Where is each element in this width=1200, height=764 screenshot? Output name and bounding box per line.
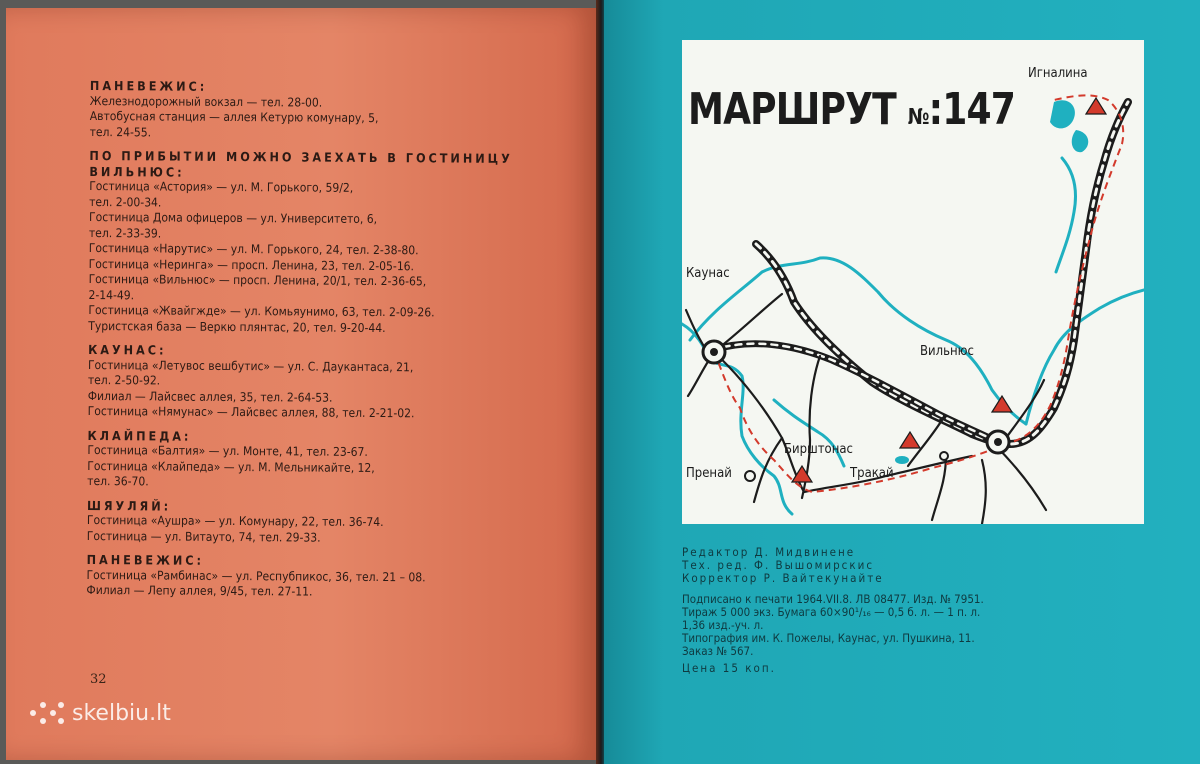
imprint-run: Тираж 5 000 экз. Бумага 60×90¹/₁₆ — 0,5 б. л. — 1 п. л. (682, 605, 981, 619)
imprint-signed: Подписано к печати 1964.VII.8. ЛВ 08477. Изд. № 7951. (682, 592, 984, 606)
map-title: МАРШРУТ №:147 (688, 84, 1016, 135)
directory-line: тел. 2-50-92. (87, 372, 161, 388)
directory-line: тел. 2-33-39. (88, 225, 162, 241)
route-line (714, 95, 1123, 492)
directory-section (88, 342, 549, 423)
section-heading: КАУНАС: (88, 341, 167, 358)
imprint-price: Цена 15 коп. (682, 661, 776, 675)
directory-line: тел. 36-70. (87, 473, 149, 489)
directory-section (87, 497, 547, 547)
directory-line: Гостиница «Неринга» — просп. Ленина, 23, тел. 2-05-16. (88, 256, 415, 273)
river-neris-upper (1026, 290, 1144, 424)
imprint-block (682, 546, 1182, 675)
directory-line: Гостиница «Нарутис» — ул. М. Горького, 24, тел. 2-38-80. (88, 240, 419, 258)
section-heading: ШЯУЛЯЙ: (86, 497, 172, 514)
lake-ignalina (1050, 100, 1075, 128)
city-label-birshtonas: Бирштонас (784, 442, 853, 457)
directory-line: 2-14-49. (88, 287, 135, 302)
directory-line: Гостиница «Вильнюс» — просп. Ленина, 20/1, тел. 2-36-65, (88, 271, 427, 289)
directory-line: Гостиница «Нямунас» — Лайсвес аллея, 88, тел. 2-21-02. (87, 403, 415, 421)
directory-line: Гостиница — ул. Витауто, 74, тел. 29-33. (86, 528, 321, 545)
hotel-directory (86, 78, 550, 602)
directory-line: Гостиница «Аушра» — ул. Комунару, 22, тел. 36-74. (86, 512, 384, 530)
directory-line: Филиал — Лепу аллея, 9/45, тел. 27-11. (86, 582, 313, 599)
directory-line: Гостиница «Жвайгжде» — ул. Комьяунимо, 63, тел. 2-09-26. (88, 302, 435, 320)
prenai-marker (745, 471, 755, 481)
camp-vilnius-icon (992, 396, 1012, 412)
imprint-sheets: 1,36 изд.-уч. л. (682, 618, 764, 632)
directory-line: Гостиница «Рамбинас» — ул. Респубпикос, 36, тел. 21 – 08. (86, 567, 426, 584)
watermark (30, 700, 171, 726)
river-neris (690, 258, 1026, 424)
city-label-ignalina: Игналина (1028, 66, 1088, 81)
page-number: 32 (90, 672, 107, 687)
section-heading: КЛАЙПЕДА: (87, 427, 192, 444)
imprint-corrector: Корректор Р. Вайтекунайте (682, 571, 884, 585)
camp-trakai-icon (900, 432, 920, 448)
lake-trakai (895, 456, 909, 464)
section-heading: ВИЛЬНЮС: (89, 163, 185, 180)
directory-line: тел. 2-00-34. (89, 194, 162, 210)
directory-line: Гостиница «Астория» — ул. М. Горького, 59/2, (89, 178, 354, 195)
city-label-kaunas: Каунас (686, 266, 730, 281)
imprint-tech-editor: Тех. ред. Ф. Вышомирскис (682, 558, 875, 572)
directory-line: Гостиница «Летувос вешбутис» — ул. С. Даукантаса, 21, (87, 357, 414, 374)
directory-line: Гостиница «Балтия» — ул. Монте, 41, тел. 23-67. (87, 442, 368, 459)
directory-section (90, 78, 550, 143)
trakai-marker (940, 452, 948, 460)
city-label-prenai: Пренай (686, 466, 732, 481)
directory-line: Гостиница «Клайпеда» — ул. М. Мельникайте, 12, (87, 458, 375, 475)
directory-section (86, 552, 546, 602)
directory-line: Железнодорожный вокзал — тел. 28-00. (89, 93, 323, 110)
camp-ignalina-icon (1086, 98, 1106, 114)
directory-section (88, 148, 549, 337)
directory-line: тел. 24-55. (89, 124, 152, 139)
imprint-printer: Типография им. К. Пожелы, Каунас, ул. Пушкина, 11. (682, 631, 975, 645)
river-nemunas (682, 324, 792, 514)
directory-line: Автобусная станция — аллея Кетурю комунару, 5, (89, 108, 379, 126)
directory-line: Туристская база — Веркю плянтас, 20, тел. 9-20-44. (88, 318, 386, 335)
dots-logo-icon (30, 700, 64, 726)
route-map (682, 40, 1144, 524)
left-page (6, 8, 598, 760)
watermark-text: skelbiu.lt (72, 700, 171, 726)
city-label-trakai: Тракай (850, 466, 894, 481)
river-east (1056, 158, 1076, 272)
section-heading: ПАНЕВЕЖИС: (86, 551, 205, 568)
section-heading: ПАНЕВЕЖИС: (89, 78, 208, 94)
imprint-editor: Редактор Д. Мидвинене (682, 545, 856, 559)
directory-section (87, 427, 547, 492)
lake-ignalina-2 (1072, 130, 1089, 152)
directory-line: Филиал — Лайсвес аллея, 35, тел. 2-64-53. (87, 388, 333, 405)
imprint-order: Заказ № 567. (682, 644, 754, 658)
directory-line: Гостиница Дома офицеров — ул. Университето, 6, (88, 209, 378, 227)
section-heading: ПО ПРИБЫТИИ МОЖНО ЗАЕХАТЬ В ГОСТИНИЦУ (89, 147, 513, 166)
city-label-vilnius: Вильнюс (920, 344, 974, 359)
